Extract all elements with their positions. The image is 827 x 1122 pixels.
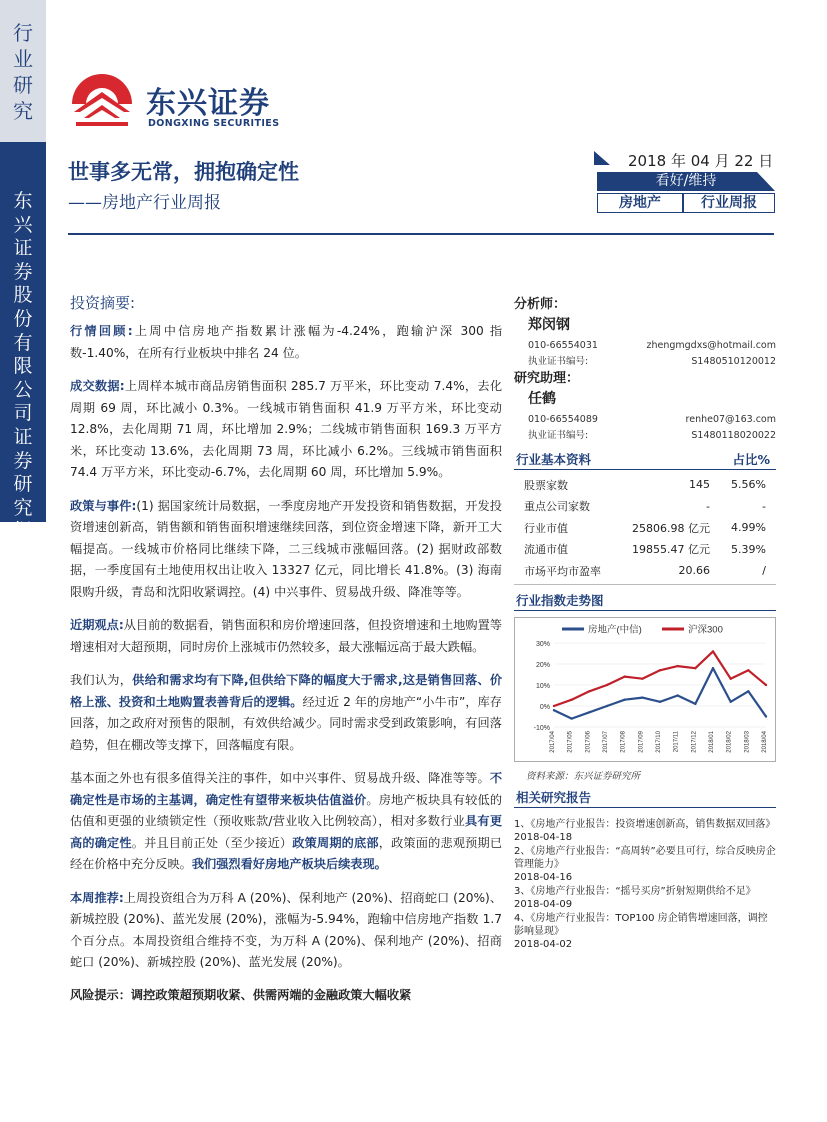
table-cell-pct: - bbox=[762, 499, 766, 513]
table-row bbox=[514, 517, 776, 539]
related-report-title: 1、《房地产行业报告：投资增速创新高，销售数据双回落》 bbox=[514, 818, 776, 830]
table-cell-name: 流通市值 bbox=[524, 543, 568, 557]
legend-label: 沪深300 bbox=[688, 624, 723, 635]
table-cell-name: 行业市值 bbox=[524, 521, 568, 535]
assistant-name: 任鹤 bbox=[528, 391, 556, 407]
list-item[interactable] bbox=[514, 885, 776, 911]
data-point bbox=[641, 696, 643, 698]
related-report-date: 2018-04-02 bbox=[514, 938, 573, 950]
data-point bbox=[606, 683, 608, 685]
report-subtitle: ——房地产行业周报 bbox=[68, 193, 221, 213]
data-point bbox=[659, 700, 661, 702]
our-view-text-2: 经过近 2 年的房地产“小牛市”，库存回落，加之政府对预售的限制，有效供给减少。同时需求受到政策影响，有回落趋势，但在棚改等支撑下，回落幅度有限。 bbox=[70, 694, 502, 752]
table-cell-name: 市场平均市盈率 bbox=[524, 564, 601, 578]
sidebar-category-panel bbox=[0, 0, 46, 142]
summary-our-view bbox=[70, 670, 502, 756]
assistant-label: 研究助理： bbox=[514, 371, 580, 386]
x-tick-label: 2017/04 bbox=[550, 730, 556, 753]
fundamentals-text-2: 。房地产板块具有较低的估值和更强的业绩锁定性（预收账款/营业收入比例较高），相对多数行业 bbox=[70, 792, 503, 828]
data-point bbox=[553, 704, 555, 706]
table-cell-pct: / bbox=[762, 564, 766, 578]
fundamentals-text-3: 。并且目前正处（至少接近） bbox=[131, 835, 293, 850]
y-tick-label: 20% bbox=[535, 661, 550, 669]
market-review-text: 上周中信房地产指数累计涨幅为-4.24%，跑输沪深 300 指数-1.40%，在所有行业板块中排名 24 位。 bbox=[70, 324, 503, 360]
assistant-contact bbox=[514, 412, 776, 428]
data-point bbox=[765, 683, 767, 685]
company-logo bbox=[68, 72, 298, 136]
summary-transaction-data bbox=[70, 376, 502, 484]
summary-policy-events bbox=[70, 496, 502, 604]
data-point bbox=[729, 677, 731, 679]
list-item[interactable] bbox=[514, 818, 776, 844]
analyst-name: 郑闵钢 bbox=[528, 317, 570, 333]
legend-label: 房地产(中信) bbox=[588, 624, 642, 635]
assistant-phone: 010-66554089 bbox=[528, 414, 598, 425]
data-point bbox=[623, 698, 625, 700]
logo-mark-icon bbox=[68, 72, 140, 136]
data-point bbox=[694, 667, 696, 669]
y-tick-label: -10% bbox=[533, 724, 550, 732]
table-row bbox=[514, 560, 776, 582]
data-point bbox=[765, 715, 767, 717]
index-trend-chart bbox=[514, 617, 776, 762]
recent-view-label: 近期观点: bbox=[70, 618, 124, 632]
transaction-data-label: 成交数据: bbox=[70, 379, 125, 393]
rating-label: 看好/维持 bbox=[655, 173, 717, 189]
chart-source: 资料来源：东兴证券研究所 bbox=[526, 770, 641, 782]
data-point bbox=[606, 704, 608, 706]
report-tags bbox=[597, 193, 775, 213]
fundamentals-text-4: ，政策面的悲观预期已经在价格中充分反映。 bbox=[70, 835, 503, 871]
data-point bbox=[623, 675, 625, 677]
report-date: 2018 年 04 月 22 日 bbox=[628, 152, 774, 170]
weekly-picks-text: 上周投资组合为万科 A (20%)、保利地产 (20%)、招商蛇口 (20%)、新城控股 (20%)、蓝光发展 (20%)，涨幅为-5.94%，跑输中信房地产指数 1.7 个百分点。本周投资组合维持不变，为万科 A (20%)、保利地产 (20%)、招商蛇口 (20%)、新城控股 (20%)、蓝光发展 (20%)。 bbox=[70, 890, 503, 969]
related-report-date: 2018-04-16 bbox=[514, 871, 573, 883]
related-report-title: 4、《房地产行业报告：TOP100 房企销售增速回落，调控影响显现》 bbox=[514, 912, 768, 937]
x-tick-label: 2017/09 bbox=[638, 730, 645, 753]
table-row bbox=[514, 474, 776, 496]
chart-title: 行业指数走势图 bbox=[516, 592, 604, 608]
analyst-cert bbox=[514, 354, 776, 370]
industry-info-title: 行业基本资料 bbox=[516, 452, 592, 467]
data-point bbox=[553, 709, 555, 711]
list-item[interactable] bbox=[514, 912, 776, 951]
y-tick-label: 30% bbox=[535, 640, 550, 648]
x-tick-label: 2018/01 bbox=[709, 730, 715, 753]
assistant-email[interactable]: renhe07@163.com bbox=[685, 414, 776, 425]
data-point bbox=[588, 690, 590, 692]
table-cell-pct: 4.99% bbox=[731, 521, 766, 535]
analyst-email[interactable]: zhengmgdxs@hotmail.com bbox=[646, 340, 776, 351]
x-tick-label: 2017/11 bbox=[673, 730, 680, 752]
data-point bbox=[676, 694, 678, 696]
list-item[interactable] bbox=[514, 845, 776, 884]
investment-summary bbox=[70, 292, 502, 1003]
table-cell-pct: 5.56% bbox=[731, 478, 766, 492]
data-point bbox=[570, 698, 572, 700]
industry-info-header bbox=[514, 450, 776, 470]
recent-view-text: 从目前的数据看，销售面积和房价增速回落，但投资增速和土地购置等增速相对大超预期，同时房价上涨城市仍然较多，最大涨幅远高于最大跌幅。 bbox=[70, 618, 503, 654]
x-tick-label: 2018/04 bbox=[762, 730, 768, 753]
analyst-cert-label: 执业证书编号: bbox=[528, 356, 589, 367]
transaction-data-text: 上周样本城市商品房销售面积 285.7 万平米，环比变动 7.4%，去化周期 69 周，环比减小 0.3%。一线城市销售面积 41.9 万平方米，环比变动 12.8%，去化周期 71 周，环比增加 2.9%；二线城市销售面积 169.3 万平方米，环比变动 13.6%，去化周期 73 周，环比减小 6.2%。三线城市销售面积 74.4 万平方米，环比变动-6.7%，去化周期 60 周，环比增加 5.9%。 bbox=[70, 379, 503, 479]
table-row bbox=[514, 539, 776, 561]
table-cell-name: 重点公司家数 bbox=[524, 500, 590, 514]
y-tick-label: 0% bbox=[539, 703, 550, 711]
summary-market-review bbox=[70, 321, 502, 364]
x-tick-label: 2018/03 bbox=[744, 730, 751, 753]
x-tick-label: 2017/08 bbox=[620, 730, 627, 753]
table-cell-value: 145 bbox=[689, 478, 710, 492]
fundamentals-bold-3: 政策周期的底部 bbox=[292, 835, 379, 850]
related-reports-title: 相关研究报告 bbox=[516, 789, 592, 805]
x-tick-label: 2017/10 bbox=[656, 730, 662, 753]
x-tick-label: 2017/06 bbox=[585, 730, 592, 753]
table-cell-name: 股票家数 bbox=[524, 478, 568, 492]
related-report-title: 2、《房地产行业报告：“高周转”必要且可行，综合反映房企管理能力》 bbox=[514, 845, 776, 870]
tag-report-type: 行业周报 bbox=[683, 193, 775, 213]
data-point bbox=[588, 711, 590, 713]
industry-info-table bbox=[514, 474, 776, 585]
date-marker-icon bbox=[594, 151, 610, 165]
info-sidebar bbox=[514, 296, 776, 952]
tag-sector: 房地产 bbox=[597, 193, 683, 213]
x-tick-label: 2017/07 bbox=[603, 730, 609, 753]
analyst-contact bbox=[514, 338, 776, 354]
summary-fundamentals bbox=[70, 768, 502, 876]
our-view-bold-1: 供给和需求均有下降,但供给下降的幅度大于需求,这是销售回落、价格上涨、投资和土地购置表善背后的逻辑。 bbox=[70, 673, 503, 709]
fundamentals-bold-4: 我们强烈看好房地产板块后续表现。 bbox=[191, 857, 387, 871]
table-cell-pct: 5.39% bbox=[731, 542, 766, 556]
data-point bbox=[712, 650, 714, 652]
table-cell-value: 25806.98 亿元 bbox=[632, 521, 710, 535]
index-trend-svg bbox=[514, 617, 776, 762]
our-view-text-1: 我们认为， bbox=[70, 673, 133, 687]
data-point bbox=[712, 667, 714, 669]
summary-heading: 投资摘要: bbox=[70, 294, 136, 312]
related-report-date: 2018-04-18 bbox=[514, 831, 573, 843]
policy-events-label: 政策与事件: bbox=[70, 498, 137, 513]
market-review-label: 行情回顾: bbox=[70, 324, 133, 338]
assistant-cert bbox=[514, 428, 776, 444]
header-divider bbox=[68, 233, 774, 235]
data-point bbox=[729, 700, 731, 702]
analyst-label: 分析师： bbox=[514, 297, 567, 312]
rating-corner-icon bbox=[757, 172, 775, 191]
table-cell-value: - bbox=[706, 499, 710, 513]
data-point bbox=[641, 677, 643, 679]
report-title: 世事多无常，拥抱确定性 bbox=[68, 160, 299, 184]
related-reports-list bbox=[514, 818, 776, 951]
logo-name-en: DONGXING SECURITIES bbox=[148, 118, 280, 129]
data-point bbox=[676, 664, 678, 666]
sidebar-report-type-panel bbox=[0, 142, 46, 566]
analyst-phone: 010-66554031 bbox=[528, 340, 598, 351]
table-cell-value: 19855.47 亿元 bbox=[632, 543, 710, 557]
x-tick-label: 2017/05 bbox=[567, 730, 574, 753]
x-tick-label: 2018/02 bbox=[726, 730, 733, 753]
weekly-picks-label: 本周推荐: bbox=[70, 890, 124, 905]
data-point bbox=[659, 669, 661, 671]
sidebar-report-type-label: 东兴证券股份有限公司证券研究报告 bbox=[13, 190, 33, 566]
data-point bbox=[747, 669, 749, 671]
risk-warning: 风险提示：调控政策超预期收紧、供需两端的金融政策大幅收紧 bbox=[70, 987, 412, 1002]
summary-recent-view bbox=[70, 615, 502, 658]
data-point bbox=[747, 690, 749, 692]
summary-weekly-picks bbox=[70, 888, 502, 974]
sidebar-category-label: 行业研究 bbox=[13, 21, 33, 123]
y-tick-label: 10% bbox=[535, 682, 550, 690]
analyst-cert-number: S1480510120012 bbox=[691, 356, 776, 367]
assistant-cert-number: S1480118020022 bbox=[691, 430, 776, 441]
chart-header bbox=[514, 591, 776, 611]
rating-badge bbox=[597, 172, 775, 191]
related-report-title: 3、《房地产行业报告：“摇号买房”折射短期供给不足》 bbox=[514, 885, 756, 897]
table-row bbox=[514, 496, 776, 518]
policy-events-text: (1) 据国家统计局数据，一季度房地产开发投资和销售数据，开发投资增速创新高，销售额和销售面积增速继续回落，到位资金增速下降，新开工大幅提高。一线城市价格同比继续下降，二三线城市涨幅回落。(2) 据财政部数据，一季度国有土地使用权出让收入 13327 亿元，同比增长 41.8%。(3) 海南限购升级，青岛和沈阳收紧调控。(4) 中兴事件、贸易战升级、降准等等。 bbox=[70, 498, 502, 599]
data-point bbox=[570, 717, 572, 719]
fundamentals-bold-1: 不确定性是市场的主基调，确定性有望带来板块估值溢价 bbox=[70, 771, 502, 807]
data-point bbox=[694, 702, 696, 704]
fundamentals-text-1: 基本面之外也有很多值得关注的事件，如中兴事件、贸易战升级、降准等等。 bbox=[70, 771, 490, 785]
logo-name-cn: 东兴证券 bbox=[146, 86, 270, 121]
industry-info-pct-header: 占比% bbox=[732, 452, 770, 467]
fundamentals-bold-2: 具有更高的确定性 bbox=[70, 814, 503, 850]
related-reports-header bbox=[514, 788, 776, 808]
table-cell-value: 20.66 bbox=[678, 564, 710, 578]
x-tick-label: 2017/12 bbox=[691, 730, 698, 753]
related-report-date: 2018-04-09 bbox=[514, 898, 573, 910]
assistant-cert-label: 执业证书编号: bbox=[528, 430, 589, 441]
